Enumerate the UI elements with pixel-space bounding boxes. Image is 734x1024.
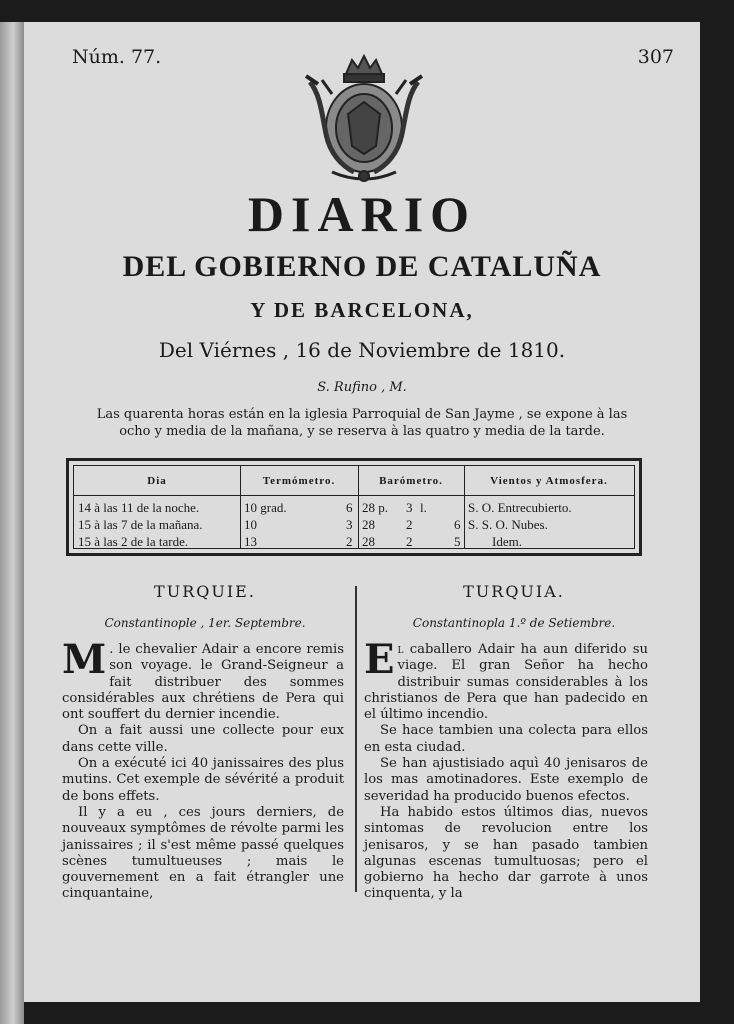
table-cell-baro: 28 p. [362, 500, 388, 515]
first-word-rest: l [397, 642, 404, 657]
table-cell-baro: 28 [362, 534, 375, 549]
table-cell-vientos: Idem. [492, 534, 522, 549]
article-paragraph: On a exécuté ici 40 janissaires des plus mutins. Cet exemple de sévérité a produit de bons effets. [62, 756, 344, 804]
newspaper-page [24, 22, 700, 1002]
article-paragraph [62, 636, 344, 723]
table-cell-term2: 3 [346, 517, 353, 532]
column-divider [355, 586, 357, 892]
table-cell-dia: 15 à las 2 de la tarde. [78, 534, 189, 549]
right-column-heading: TURQUIA. [463, 582, 565, 601]
table-header-vientos: Vientos y Atmosfera. [464, 466, 634, 496]
table-cell-dia: 15 à las 7 de la mañana. [78, 517, 203, 532]
page-number: 307 [637, 46, 674, 68]
left-column-heading: TURQUIE. [154, 582, 256, 601]
book-spine [0, 22, 24, 1024]
table-cell-vientos: S. O. Entrecubierto. [468, 500, 572, 515]
drop-cap: E [364, 636, 395, 683]
table-cell-term2: 6 [346, 500, 353, 515]
table-cell-term2: 2 [346, 534, 353, 549]
left-column-dateline: Constantinople , 1er. Septembre. [104, 616, 306, 630]
table-divider [240, 466, 241, 548]
table-header-dia: Dia [74, 466, 240, 496]
table-cell-baro2: 2 [406, 517, 413, 532]
article-paragraph: Se hace tambien una colecta para ellos en esta ciudad. [364, 723, 648, 755]
masthead-title: DIARIO [247, 186, 477, 242]
saint-of-day: S. Rufino , M. [317, 380, 407, 395]
table-header-termometro: Termómetro. [240, 466, 358, 496]
right-column-dateline: Constantinopla 1.º de Setiembre. [412, 616, 616, 630]
church-notice: Las quarenta horas están en la iglesia Parroquial de San Jayme , se expone à las ocho y media de la mañana, y se reserva à las quatro y media de la tarde. [96, 407, 628, 439]
table-cell-baro4: 5 [454, 534, 461, 549]
weather-table [66, 458, 642, 556]
table-header-barometro: Barómetro. [358, 466, 464, 496]
issue-date: Del Viérnes , 16 de Noviembre de 1810. [158, 338, 566, 362]
issue-number: Núm. 77. [72, 46, 162, 68]
table-cell-baro2: 2 [406, 534, 413, 549]
left-column-text [62, 636, 344, 903]
paragraph-text: . le chevalier Adair a encore remis son voyage. le Grand-Seigneur a fait distribuer des sommes considérables aux chrétiens de Pera qui ont souffert du dernier incendie. [62, 642, 344, 723]
coat-of-arms-icon [302, 54, 426, 186]
masthead-subtitle: DEL GOBIERNO DE CATALUÑA [122, 250, 602, 283]
article-paragraph: Se han ajustisiado aquì 40 jenisaros de los mas amotinadores. Este exemplo de severidad ha producido buenos efectos. [364, 756, 648, 804]
article-paragraph [364, 636, 648, 723]
paragraph-text: caballero Adair ha aun diferido su viage. El gran Señor ha hecho distribuir sumas considerables à los christianos de Pera que han padecido en el último incendio. [364, 642, 648, 723]
table-cell-vientos: S. S. O. Nubes. [468, 517, 548, 532]
drop-cap: M [62, 636, 107, 683]
right-column-text [364, 636, 648, 903]
table-cell-term: 10 grad. [244, 500, 287, 515]
table-cell-baro3: l. [420, 500, 427, 515]
table-cell-baro: 28 [362, 517, 375, 532]
article-paragraph: On a fait aussi une collecte pour eux dans cette ville. [62, 723, 344, 755]
table-cell-term: 10 [244, 517, 257, 532]
table-cell-dia: 14 à las 11 de la noche. [78, 500, 200, 515]
table-cell-term: 13 [244, 534, 257, 549]
table-cell-baro2: 3 [406, 500, 413, 515]
table-divider [358, 466, 359, 548]
article-paragraph: Il y a eu , ces jours derniers, de nouveaux symptômes de révolte parmi les janissaires ; il s'est même passé quelques scènes tumultueuses ; mais le gouvernement en a fait étrangler une cinquantaine, [62, 804, 344, 902]
article-paragraph: Ha habido estos últimos dias, nuevos sintomas de revolucion entre los jenisaros, y se han pasado tambien algunas escenas tumultuosas; pero el gobierno ha hecho dar garrote à unos cinquenta, y la [364, 804, 648, 902]
table-divider [464, 466, 465, 548]
table-cell-baro4: 6 [454, 517, 461, 532]
masthead-subtitle-2: Y DE BARCELONA, [250, 298, 474, 322]
